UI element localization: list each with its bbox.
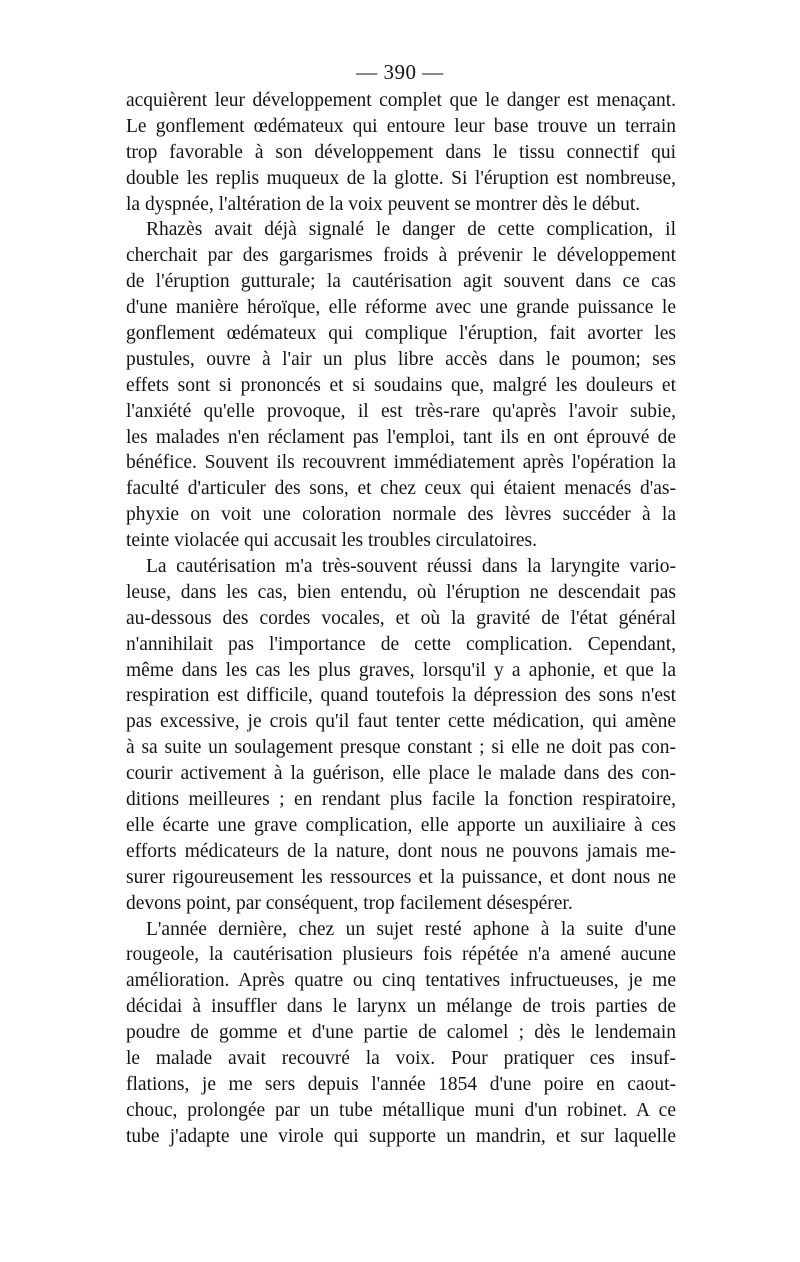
text-line: amélioration. Après quatre ou cinq tentatives infructueuses, je me [126,970,676,992]
text-line: tube j'adapte une virole qui supporte un mandrin, et sur laquelle [126,1125,676,1147]
text-line: gonflement œdémateux qui complique l'éruption, fait avorter les [126,323,676,345]
text-line: La cautérisation m'a très-souvent réussi dans la laryngite vario- [146,556,676,578]
text-line: chouc, prolongée par un tube métallique muni d'un robinet. A ce [126,1099,676,1121]
text-line: leuse, dans les cas, bien entendu, où l'éruption ne descendait pas [126,581,676,603]
text-line: courir activement à la guérison, elle place le malade dans des con- [126,763,676,785]
text-line: au-dessous des cordes vocales, et où la gravité de l'état général [126,607,676,629]
text-line: poudre de gomme et d'une partie de calomel ; dès le lendemain [126,1022,676,1044]
text-line: les malades n'en réclament pas l'emploi, tant ils en ont éprouvé de [126,426,676,448]
text-line: acquièrent leur développement complet que le danger est menaçant. [126,90,676,111]
text-line: L'année dernière, chez un sujet resté aphone à la suite d'une [146,918,676,940]
text-line: trop favorable à son développement dans le tissu connectif qui [126,141,676,163]
text-line: ditions meilleures ; en rendant plus facile la fonction respiratoire, [126,789,676,811]
text-line: devons point, par conséquent, trop facilement désespérer. [126,892,573,914]
text-line: respiration est difficile, quand toutefois la dépression des sons n'est [126,685,676,707]
page-number: — 390 — [356,60,444,84]
body-text [126,88,676,1150]
text-line: surer rigoureusement les ressources et la puissance, et dont nous ne [126,866,676,888]
text-line: elle écarte une grave complication, elle apporte un auxiliaire à ces [126,814,676,836]
text-line: Le gonflement œdémateux qui entoure leur base trouve un terrain [126,115,676,137]
text-line: phyxie on voit une coloration normale des lèvres succéder à la [126,504,676,526]
text-line: décidai à insuffler dans le larynx un mélange de trois parties de [126,996,676,1018]
text-line: flations, je me sers depuis l'année 1854 d'une poire en caout- [126,1073,676,1095]
text-line: double les replis muqueux de la glotte. Si l'éruption est nombreuse, [126,167,676,189]
text-line: l'anxiété qu'elle provoque, il est très-rare qu'après l'avoir subie, [126,400,676,422]
text-line: même dans les cas les plus graves, lorsqu'il y a aphonie, et que la [126,659,676,681]
text-line: à sa suite un soulagement presque constant ; si elle ne doit pas con- [126,737,676,759]
text-line: efforts médicateurs de la nature, dont nous ne pouvons jamais me- [126,840,676,862]
text-line: pas excessive, je crois qu'il faut tenter cette médication, qui amène [126,711,676,733]
text-line: Rhazès avait déjà signalé le danger de cette complication, il [146,219,676,241]
text-line: le malade avait recouvré la voix. Pour pratiquer ces insuf- [126,1047,676,1069]
text-line: cherchait par des gargarismes froids à prévenir le développement [126,245,676,267]
text-line: faculté d'articuler des sons, et chez ceux qui étaient menacés d'as- [126,478,676,500]
text-line: effets sont si prononcés et si soudains que, malgré les douleurs et [126,374,676,396]
text-line: pustules, ouvre à l'air un plus libre accès dans le poumon; ses [126,348,676,370]
text-line: teinte violacée qui accusait les troubles circulatoires. [126,530,537,552]
text-line: de l'éruption gutturale; la cautérisation agit souvent dans ce cas [126,271,676,293]
text-line: bénéfice. Souvent ils recouvrent immédiatement après l'opération la [126,452,676,474]
text-line: n'annihilait pas l'importance de cette complication. Cependant, [126,633,676,655]
text-line: d'une manière héroïque, elle réforme avec une grande puissance le [126,297,676,319]
text-line: rougeole, la cautérisation plusieurs fois répétée n'a amené aucune [126,944,676,966]
text-line: la dyspnée, l'altération de la voix peuvent se montrer dès le début. [126,193,641,215]
